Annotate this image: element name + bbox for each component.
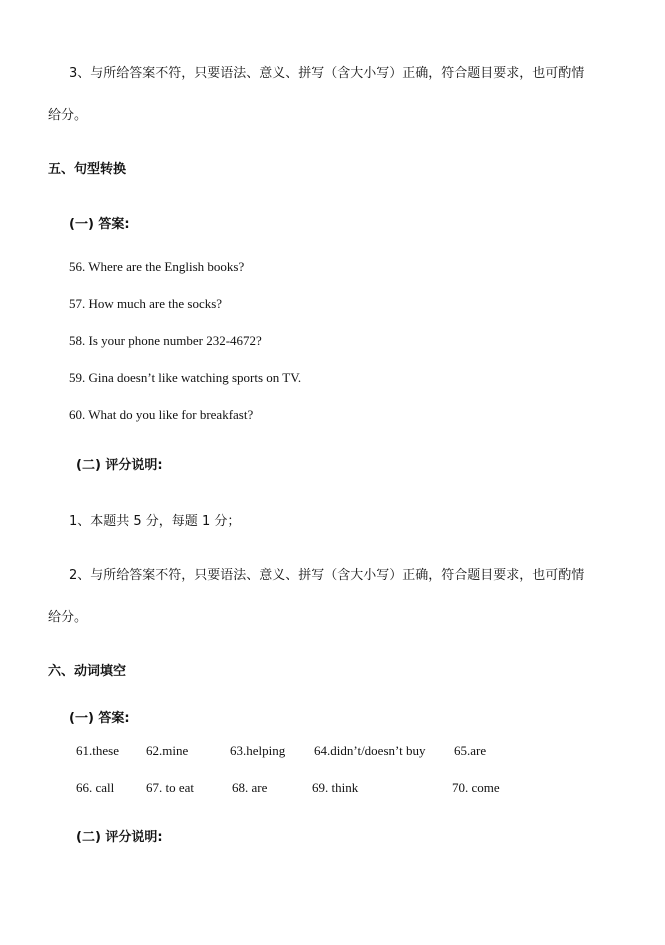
answer-60: 60. What do you like for breakfast?: [69, 407, 254, 422]
answer-70: 70. come: [452, 780, 500, 795]
answer-57: 57. How much are the socks?: [69, 296, 223, 311]
section-5-note-2-line-2: 给分。: [48, 610, 88, 625]
answer-58: 58. Is your phone number 232-4672?: [69, 333, 262, 348]
answer-68: 68. are: [232, 780, 268, 795]
answer-61: 61.these: [76, 743, 119, 758]
answer-69: 69. think: [312, 780, 359, 795]
section-6-answers-heading: (一) 答案:: [69, 711, 130, 726]
answer-62: 62.mine: [146, 743, 189, 758]
answer-67: 67. to eat: [146, 780, 195, 795]
answer-64: 64.didn’t/doesn’t buy: [314, 743, 426, 758]
answer-63: 63.helping: [230, 743, 286, 758]
section-5-note-1: 1、本题共 5 分，每题 1 分；: [69, 514, 241, 529]
note-3-line-1: 3、与所给答案不符，只要语法、意义、拼写（含大小写）正确，符合题目要求，也可酌情: [69, 66, 585, 81]
answer-59: 59. Gina doesn’t like watching sports on TV.: [69, 370, 302, 385]
section-6-title: 六、动词填空: [48, 664, 127, 679]
answer-56: 56. Where are the English books?: [69, 259, 245, 274]
answer-65: 65.are: [454, 743, 487, 758]
section-6-scoring-heading: (二) 评分说明:: [76, 830, 163, 845]
note-3-line-2: 给分。: [48, 108, 88, 123]
section-5-scoring-heading: (二) 评分说明:: [76, 458, 163, 473]
section-5-note-2-line-1: 2、与所给答案不符，只要语法、意义、拼写（含大小写）正确，符合题目要求，也可酌情: [69, 568, 585, 583]
section-5-answers-heading: (一) 答案:: [69, 217, 130, 232]
answer-66: 66. call: [76, 780, 115, 795]
section-5-title: 五、句型转换: [48, 162, 127, 177]
